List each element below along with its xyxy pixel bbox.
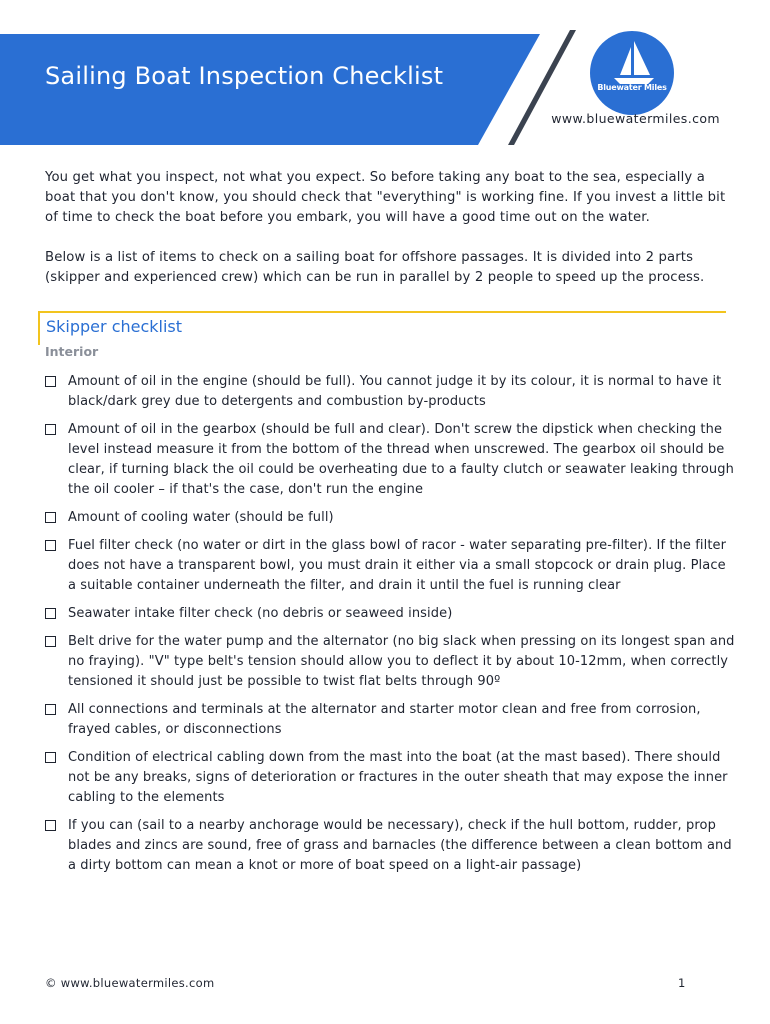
checkbox[interactable] [45, 820, 56, 831]
checklist-item [45, 748, 735, 808]
page-title: Sailing Boat Inspection Checklist [45, 62, 444, 90]
checklist-item-text: Seawater intake filter check (no debris or seaweed inside) [68, 606, 453, 621]
site-url[interactable]: www.bluewatermiles.com [551, 111, 720, 126]
checkbox[interactable] [45, 704, 56, 715]
header-banner [0, 0, 770, 145]
checklist-item [45, 816, 735, 876]
checkbox[interactable] [45, 636, 56, 647]
checklist-item-text: Fuel filter check (no water or dirt in the glass bowl of racor - water separating pre-filter). If the filter does not have a transparent bowl, you must drain it either via a small stopcock or drain plug. Place a suitable container underneath the filter, and drain it until the fuel is running clear [68, 538, 727, 593]
checklist-item-text: Amount of oil in the engine (should be full). You cannot judge it by its colour, it is normal to have it black/dark grey due to detergents and combustion by-products [68, 374, 722, 409]
checklist-item [45, 632, 735, 692]
checkbox[interactable] [45, 752, 56, 763]
subsection-title: Interior [45, 344, 99, 359]
section-title: Skipper checklist [46, 317, 183, 336]
checklist-item [45, 536, 735, 596]
checklist-item-text: Condition of electrical cabling down from the mast into the boat (at the mast based). There should not be any breaks, signs of deterioration or fractures in the outer sheath that may expose the inner cabling to the elements [68, 750, 728, 805]
checkbox[interactable] [45, 424, 56, 435]
checkbox[interactable] [45, 608, 56, 619]
checkbox[interactable] [45, 512, 56, 523]
checklist-item [45, 604, 735, 624]
checklist-item-text: If you can (sail to a nearby anchorage would be necessary), check if the hull bottom, rudder, prop blades and zincs are sound, free of grass and barnacles (the difference between a clean bottom and a dirty bottom can mean a knot or more of boat speed on a light-air passage) [68, 818, 732, 873]
checklist-item [45, 508, 735, 528]
intro-paragraph: You get what you inspect, not what you expect. So before taking any boat to the sea, especially a boat that you don't know, you should check that "everything" is working fine. If you invest a little bit of time to check the boat before you embark, you will have a good time out on the water. [45, 170, 726, 225]
footer-copyright: © www.bluewatermiles.com [45, 976, 215, 990]
checklist-item-text: Amount of cooling water (should be full) [68, 510, 334, 525]
section-accent-bar [38, 313, 40, 345]
logo-text: Bluewater Miles [597, 83, 667, 92]
checklist-item-text: Amount of oil in the gearbox (should be full and clear). Don't screw the dipstick when checking the level instead measure it from the bottom of the thread when unscrewed. The gearbox oil should be clear, if turning black the oil could be overheating due to a faulty clutch or seawater leaking through the oil cooler – if that's the case, don't run the engine [68, 422, 734, 497]
checklist-item-text: Belt drive for the water pump and the alternator (no big slack when pressing on its longest span and no fraying). "V" type belt's tension should allow you to deflect it by about 10-12mm, when correctly tensioned it should just be possible to twist flat belts through 90º [68, 634, 735, 689]
sailboat-icon [590, 31, 674, 115]
checklist-item-text: All connections and terminals at the alternator and starter motor clean and free from corrosion, frayed cables, or disconnections [68, 702, 701, 737]
section-header [38, 311, 726, 343]
checklist [45, 372, 735, 884]
page-number: 1 [678, 976, 686, 990]
checklist-item [45, 372, 735, 412]
checklist-item [45, 700, 735, 740]
checkbox[interactable] [45, 376, 56, 387]
brand-logo [590, 31, 674, 115]
checkbox[interactable] [45, 540, 56, 551]
intro-paragraph-2: Below is a list of items to check on a sailing boat for offshore passages. It is divided into 2 parts (skipper and experienced crew) which can be run in parallel by 2 people to speed up the process. [45, 250, 705, 285]
checklist-item [45, 420, 735, 500]
